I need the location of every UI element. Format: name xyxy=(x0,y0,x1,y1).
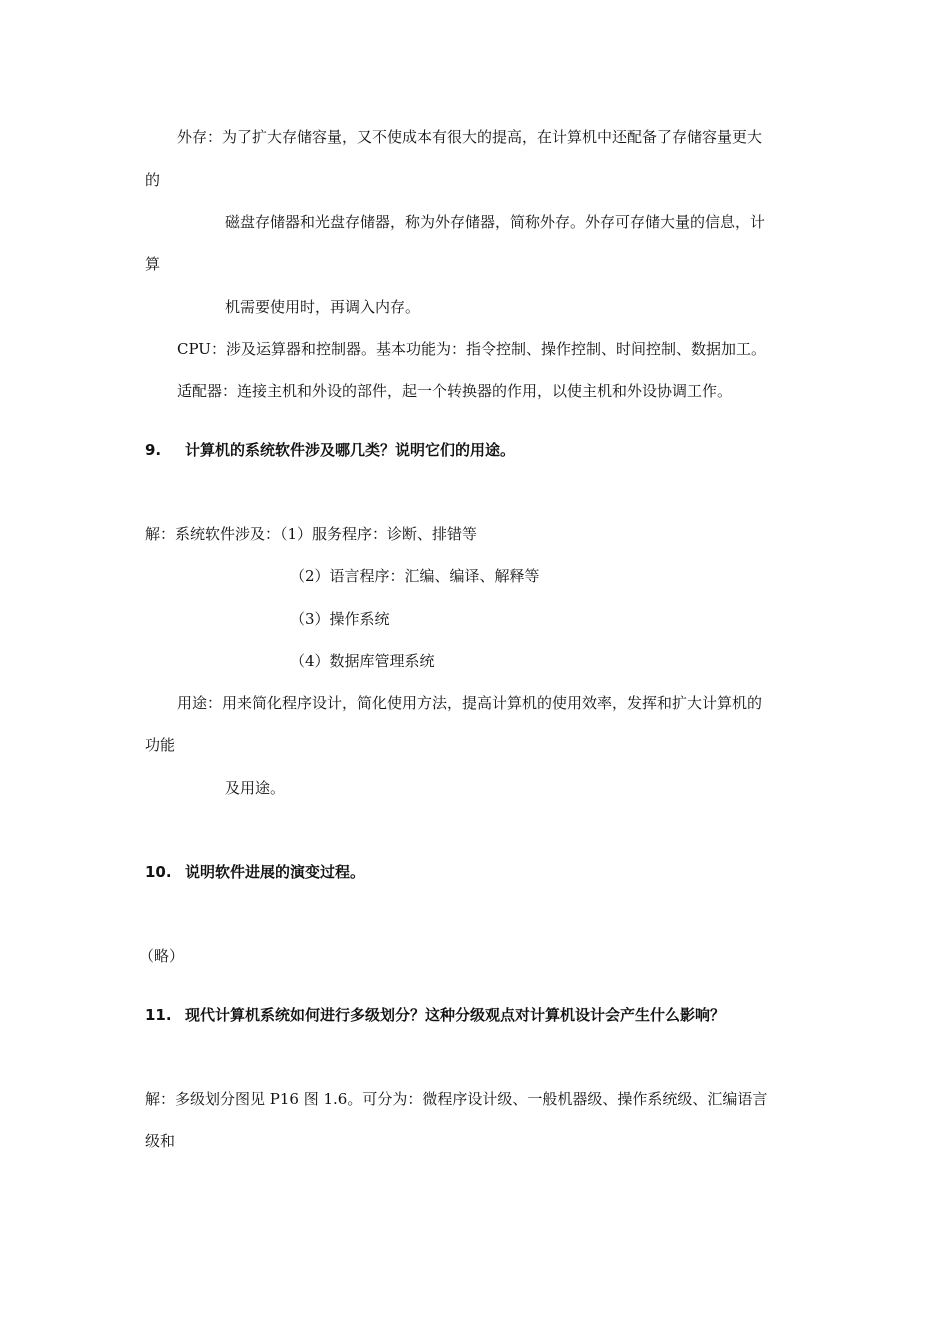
answer-10: （略） xyxy=(139,947,185,965)
external-storage-paragraph-line: 外存：为了扩大存储容量，又不使成本有很大的提高，在计算机中还配备了存储容量更大 xyxy=(177,128,763,146)
external-storage-paragraph-line: 磁盘存储器和光盘存储器，称为外存储器，简称外存。外存可存储大量的信息，计 xyxy=(225,213,766,231)
question-9 xyxy=(145,440,515,460)
cpu-definition: CPU：涉及运算器和控制器。基本功能为：指令控制、操作控制、时间控制、数据加工。 xyxy=(177,340,766,358)
question-number: 11. xyxy=(145,1006,172,1024)
answer-9-item: （3）操作系统 xyxy=(290,610,390,628)
question-text: 说明软件进展的演变过程。 xyxy=(185,863,366,881)
answer-11-line: 级和 xyxy=(145,1132,176,1150)
answer-9-item: （2）语言程序：汇编、编译、解释等 xyxy=(290,567,540,585)
answer-9-item: （4）数据库管理系统 xyxy=(290,652,435,670)
question-11 xyxy=(145,1005,725,1025)
answer-9-usage-line: 用途：用来简化程序设计，简化使用方法，提高计算机的使用效率，发挥和扩大计算机的 xyxy=(177,694,763,712)
answer-9-usage-line: 功能 xyxy=(145,736,176,754)
external-storage-paragraph-line: 算 xyxy=(145,255,161,273)
external-storage-paragraph-line: 的 xyxy=(145,171,161,189)
answer-11-line: 解：多级划分图见 P16 图 1.6。可分为：微程序设计级、一般机器级、操作系统级、汇编语言 xyxy=(145,1090,768,1108)
external-storage-paragraph-line: 机需要使用时，再调入内存。 xyxy=(225,298,421,316)
adapter-definition: 适配器：连接主机和外设的部件，起一个转换器的作用，以使主机和外设协调工作。 xyxy=(177,382,733,400)
question-text: 计算机的系统软件涉及哪几类？说明它们的用途。 xyxy=(185,441,516,459)
question-number: 10. xyxy=(145,863,172,881)
answer-9-usage-line: 及用途。 xyxy=(225,779,286,797)
question-10 xyxy=(145,862,365,882)
answer-9-intro: 解：系统软件涉及：（1）服务程序：诊断、排错等 xyxy=(145,525,478,543)
question-text: 现代计算机系统如何进行多级划分？这种分级观点对计算机设计会产生什么影响？ xyxy=(185,1006,726,1024)
question-number: 9. xyxy=(145,441,162,459)
